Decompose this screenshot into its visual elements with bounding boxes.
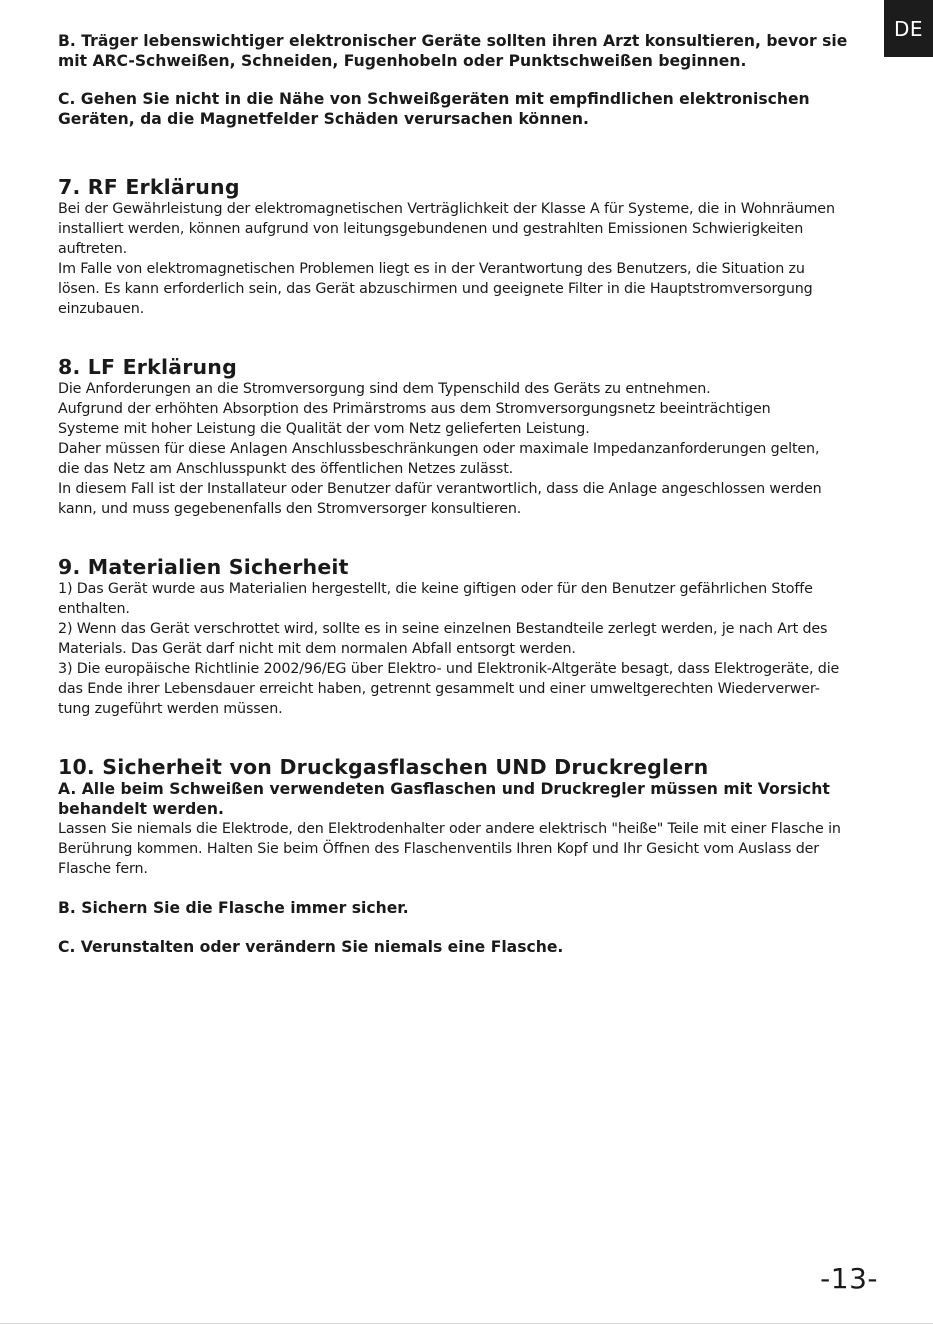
text-line: Geräten, da die Magnetfelder Schäden verursachen können. <box>58 110 589 128</box>
text-line: Die Anforderungen an die Stromversorgung sind dem Typenschild des Geräts zu entnehmen. <box>58 381 711 397</box>
text-line: C. Verunstalten oder verändern Sie niemals eine Flasche. <box>58 938 564 956</box>
section-lf-declaration <box>58 355 888 519</box>
document-body <box>58 31 888 957</box>
text-line: Lassen Sie niemals die Elektrode, den Elektrodenhalter oder andere elektrisch "heiße" Teile mit einer Flasche in <box>58 821 841 837</box>
text-line: Bei der Gewährleistung der elektromagnetischen Verträglichkeit der Klasse A für Systeme, die in Wohnräumen <box>58 201 835 217</box>
text-line: Daher müssen für diese Anlagen Anschlussbeschränkungen oder maximale Impedanzanforderungen gelten, <box>58 441 820 457</box>
text-line: Materials. Das Gerät darf nicht mit dem normalen Abfall entsorgt werden. <box>58 641 576 657</box>
text-line: 1) Das Gerät wurde aus Materialien hergestellt, die keine giftigen oder für den Benutzer gefährlichen Stoffe <box>58 581 813 597</box>
text-line: das Ende ihrer Lebensdauer erreicht haben, getrennt gesammelt und einer umweltgerechten Wiederverwer- <box>58 681 820 697</box>
text-line: installiert werden, können aufgrund von leitungsgebundenen und gestrahlten Emissionen Schwierigkeiten <box>58 221 804 237</box>
text-line: Systeme mit hoher Leistung die Qualität der vom Netz gelieferten Leistung. <box>58 421 590 437</box>
section-heading: 9. Materialien Sicherheit <box>58 555 349 579</box>
text-line: tung zugeführt werden müssen. <box>58 701 283 717</box>
text-line: Flasche fern. <box>58 861 148 877</box>
text-line: B. Träger lebenswichtiger elektronischer Geräte sollten ihren Arzt konsultieren, bevor sie <box>58 32 848 50</box>
section-heading: 8. LF Erklärung <box>58 355 237 379</box>
intro-item-c <box>58 89 888 129</box>
text-line: Im Falle von elektromagnetischen Problemen liegt es in der Verantwortung des Benutzers, die Situation zu <box>58 261 805 277</box>
section-gas-cylinder-safety <box>58 755 888 957</box>
text-line: A. Alle beim Schweißen verwendeten Gasflaschen und Druckregler müssen mit Vorsicht <box>58 780 830 798</box>
text-line: auftreten. <box>58 241 128 257</box>
text-line: behandelt werden. <box>58 800 224 818</box>
section-heading: 7. RF Erklärung <box>58 175 240 199</box>
section-heading: 10. Sicherheit von Druckgasflaschen UND Druckreglern <box>58 755 709 779</box>
text-line: 2) Wenn das Gerät verschrottet wird, sollte es in seine einzelnen Bestandteile zerlegt werden, je nach Art des <box>58 621 828 637</box>
text-line: enthalten. <box>58 601 130 617</box>
intro-item-b <box>58 31 888 71</box>
text-line: Berührung kommen. Halten Sie beim Öffnen des Flaschenventils Ihren Kopf und Ihr Gesicht vom Auslass der <box>58 841 819 857</box>
section-rf-declaration <box>58 175 888 319</box>
text-line: Aufgrund der erhöhten Absorption des Primärstroms aus dem Stromversorgungsnetz beeinträchtigen <box>58 401 771 417</box>
text-line: lösen. Es kann erforderlich sein, das Gerät abzuschirmen und geeignete Filter in die Hauptstromversorgung <box>58 281 813 297</box>
text-line: In diesem Fall ist der Installateur oder Benutzer dafür verantwortlich, dass die Anlage angeschlossen werden <box>58 481 822 497</box>
section-material-safety <box>58 555 888 719</box>
text-line: mit ARC-Schweißen, Schneiden, Fugenhobeln oder Punktschweißen beginnen. <box>58 52 747 70</box>
text-line: die das Netz am Anschlusspunkt des öffentlichen Netzes zulässt. <box>58 461 514 477</box>
text-line: 3) Die europäische Richtlinie 2002/96/EG über Elektro- und Elektronik-Altgeräte besagt, dass Elektrogeräte, die <box>58 661 840 677</box>
language-tab: DE <box>884 0 933 57</box>
text-line: kann, und muss gegebenenfalls den Stromversorger konsultieren. <box>58 501 522 517</box>
text-line: B. Sichern Sie die Flasche immer sicher. <box>58 899 409 917</box>
page-number: -13- <box>820 1262 878 1295</box>
text-line: C. Gehen Sie nicht in die Nähe von Schweißgeräten mit empfindlichen elektronischen <box>58 90 810 108</box>
text-line: einzubauen. <box>58 301 145 317</box>
